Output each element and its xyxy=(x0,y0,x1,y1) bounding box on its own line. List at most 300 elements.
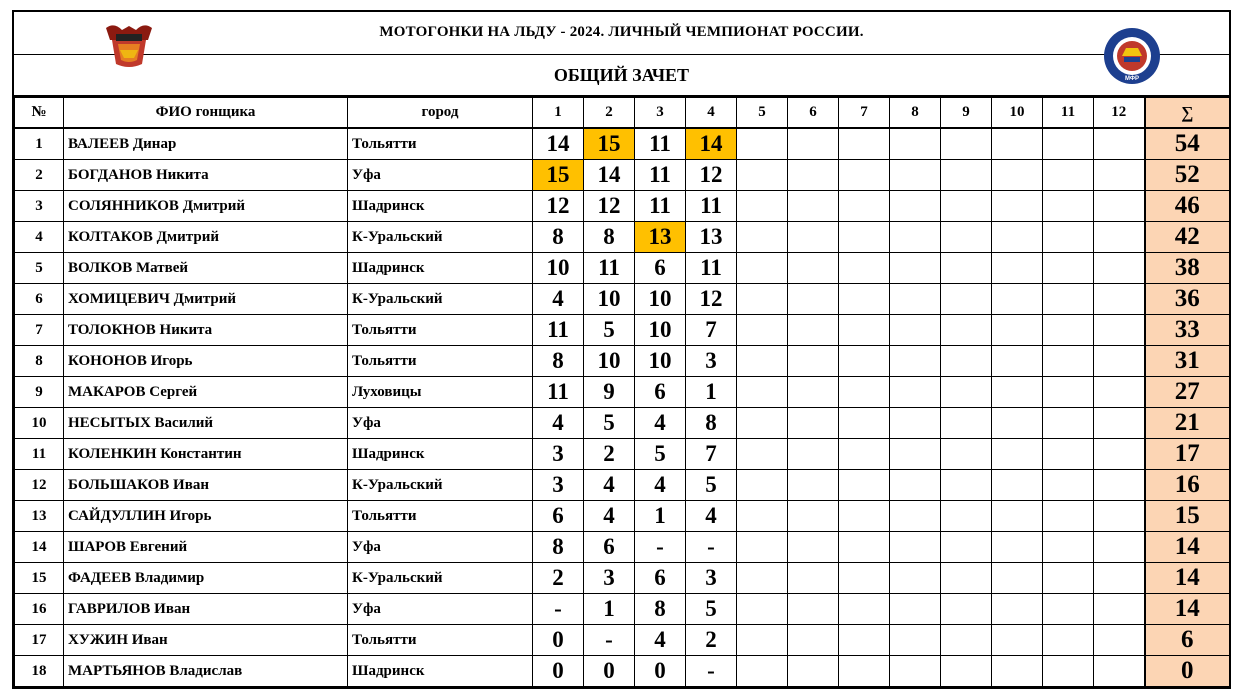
stage-1-score: 0 xyxy=(533,656,584,687)
stage-8-score xyxy=(890,346,941,377)
rider-city: Тольятти xyxy=(348,625,533,656)
table-row xyxy=(15,222,1230,253)
mfr-federation-logo-icon xyxy=(1102,26,1162,86)
stage-4-score: 5 xyxy=(686,594,737,625)
stage-9-score xyxy=(941,253,992,284)
stage-2-score: 10 xyxy=(584,284,635,315)
stage-4-score: 2 xyxy=(686,625,737,656)
rider-name: ВАЛЕЕВ Динар xyxy=(64,128,348,160)
rider-name: ХОМИЦЕВИЧ Дмитрий xyxy=(64,284,348,315)
stage-4-score: 8 xyxy=(686,408,737,439)
col-header-stage-10: 10 xyxy=(992,98,1043,129)
stage-7-score xyxy=(839,160,890,191)
rider-place: 11 xyxy=(15,439,64,470)
table-row xyxy=(15,501,1230,532)
stage-12-score xyxy=(1094,532,1145,563)
stage-12-score xyxy=(1094,128,1145,160)
col-header-city: город xyxy=(348,98,533,129)
stage-5-score xyxy=(737,594,788,625)
table-row xyxy=(15,346,1230,377)
stage-1-score: 4 xyxy=(533,284,584,315)
rider-place: 9 xyxy=(15,377,64,408)
stage-6-score xyxy=(788,625,839,656)
table-row xyxy=(15,128,1230,160)
stage-3-score: - xyxy=(635,532,686,563)
stage-3-score: 6 xyxy=(635,377,686,408)
stage-5-score xyxy=(737,191,788,222)
stage-3-score: 0 xyxy=(635,656,686,687)
rider-name: ФАДЕЕВ Владимир xyxy=(64,563,348,594)
stage-8-score xyxy=(890,377,941,408)
stage-7-score xyxy=(839,408,890,439)
rider-city: К-Уральский xyxy=(348,284,533,315)
rider-name: СОЛЯННИКОВ Дмитрий xyxy=(64,191,348,222)
table-row xyxy=(15,470,1230,501)
stage-2-score: 4 xyxy=(584,470,635,501)
stage-8-score xyxy=(890,191,941,222)
stage-3-score: 4 xyxy=(635,470,686,501)
rider-city: Шадринск xyxy=(348,656,533,687)
table-row xyxy=(15,439,1230,470)
stage-5-score xyxy=(737,284,788,315)
stage-8-score xyxy=(890,439,941,470)
rider-city: К-Уральский xyxy=(348,470,533,501)
stage-2-score: 15 xyxy=(584,128,635,160)
stage-12-score xyxy=(1094,253,1145,284)
stage-4-score: 11 xyxy=(686,191,737,222)
rider-city: К-Уральский xyxy=(348,222,533,253)
stage-2-score: - xyxy=(584,625,635,656)
stage-6-score xyxy=(788,439,839,470)
stage-8-score xyxy=(890,470,941,501)
page-subtitle: ОБЩИЙ ЗАЧЕТ xyxy=(553,65,690,85)
stage-7-score xyxy=(839,656,890,687)
stage-1-score: 0 xyxy=(533,625,584,656)
stage-6-score xyxy=(788,377,839,408)
table-row xyxy=(15,284,1230,315)
stage-8-score xyxy=(890,253,941,284)
rider-city: Тольятти xyxy=(348,501,533,532)
stage-7-score xyxy=(839,222,890,253)
rider-place: 10 xyxy=(15,408,64,439)
stage-9-score xyxy=(941,563,992,594)
stage-1-score: 15 xyxy=(533,160,584,191)
stage-9-score xyxy=(941,160,992,191)
stage-10-score xyxy=(992,470,1043,501)
stage-11-score xyxy=(1043,656,1094,687)
col-header-stage-3: 3 xyxy=(635,98,686,129)
stage-2-score: 2 xyxy=(584,439,635,470)
rider-name: САЙДУЛЛИН Игорь xyxy=(64,501,348,532)
stage-1-score: 12 xyxy=(533,191,584,222)
stage-7-score xyxy=(839,315,890,346)
rider-city: Уфа xyxy=(348,594,533,625)
rider-name: КОНОНОВ Игорь xyxy=(64,346,348,377)
stage-7-score xyxy=(839,532,890,563)
stage-10-score xyxy=(992,439,1043,470)
stage-11-score xyxy=(1043,501,1094,532)
rider-place: 18 xyxy=(15,656,64,687)
col-header-num: № xyxy=(15,98,64,129)
stage-7-score xyxy=(839,253,890,284)
stage-10-score xyxy=(992,346,1043,377)
stage-7-score xyxy=(839,439,890,470)
stage-6-score xyxy=(788,501,839,532)
rider-name: МАРТЬЯНОВ Владислав xyxy=(64,656,348,687)
header-title-row xyxy=(14,12,1229,55)
rider-city: Уфа xyxy=(348,532,533,563)
stage-4-score: 11 xyxy=(686,253,737,284)
col-header-stage-4: 4 xyxy=(686,98,737,129)
stage-6-score xyxy=(788,253,839,284)
stage-9-score xyxy=(941,377,992,408)
table-header-row xyxy=(15,98,1230,129)
rider-city: Шадринск xyxy=(348,253,533,284)
stage-6-score xyxy=(788,128,839,160)
col-header-name: ФИО гонщика xyxy=(64,98,348,129)
rider-city: Уфа xyxy=(348,160,533,191)
stage-5-score xyxy=(737,377,788,408)
total-points: 17 xyxy=(1145,439,1230,470)
stage-4-score: 7 xyxy=(686,315,737,346)
stage-5-score xyxy=(737,408,788,439)
stage-12-score xyxy=(1094,160,1145,191)
stage-12-score xyxy=(1094,501,1145,532)
stage-3-score: 10 xyxy=(635,284,686,315)
stage-9-score xyxy=(941,594,992,625)
stage-10-score xyxy=(992,191,1043,222)
stage-11-score xyxy=(1043,284,1094,315)
stage-10-score xyxy=(992,128,1043,160)
stage-10-score xyxy=(992,284,1043,315)
stage-8-score xyxy=(890,563,941,594)
stage-12-score xyxy=(1094,625,1145,656)
stage-2-score: 6 xyxy=(584,532,635,563)
stage-10-score xyxy=(992,563,1043,594)
stage-11-score xyxy=(1043,160,1094,191)
stage-12-score xyxy=(1094,408,1145,439)
rider-city: Тольятти xyxy=(348,128,533,160)
standings-sheet xyxy=(12,10,1231,689)
stage-10-score xyxy=(992,501,1043,532)
stage-1-score: 10 xyxy=(533,253,584,284)
stage-11-score xyxy=(1043,128,1094,160)
stage-5-score xyxy=(737,532,788,563)
total-points: 46 xyxy=(1145,191,1230,222)
stage-6-score xyxy=(788,222,839,253)
rider-city: К-Уральский xyxy=(348,563,533,594)
col-header-sum: ∑ xyxy=(1145,98,1230,129)
stage-10-score xyxy=(992,625,1043,656)
stage-9-score xyxy=(941,128,992,160)
stage-7-score xyxy=(839,594,890,625)
stage-4-score: 13 xyxy=(686,222,737,253)
table-row xyxy=(15,656,1230,687)
standings-table xyxy=(14,97,1230,687)
stage-5-score xyxy=(737,160,788,191)
stage-8-score xyxy=(890,594,941,625)
stage-6-score xyxy=(788,346,839,377)
stage-7-score xyxy=(839,563,890,594)
stage-3-score: 8 xyxy=(635,594,686,625)
stage-3-score: 13 xyxy=(635,222,686,253)
stage-8-score xyxy=(890,284,941,315)
col-header-stage-5: 5 xyxy=(737,98,788,129)
stage-11-score xyxy=(1043,625,1094,656)
stage-10-score xyxy=(992,253,1043,284)
rider-place: 12 xyxy=(15,470,64,501)
rider-place: 3 xyxy=(15,191,64,222)
stage-8-score xyxy=(890,532,941,563)
stage-5-score xyxy=(737,222,788,253)
stage-10-score xyxy=(992,408,1043,439)
rider-name: ХУЖИН Иван xyxy=(64,625,348,656)
stage-8-score xyxy=(890,222,941,253)
total-points: 42 xyxy=(1145,222,1230,253)
stage-3-score: 11 xyxy=(635,191,686,222)
rider-city: Шадринск xyxy=(348,439,533,470)
stage-12-score xyxy=(1094,315,1145,346)
stage-9-score xyxy=(941,656,992,687)
table-row xyxy=(15,191,1230,222)
table-row xyxy=(15,532,1230,563)
stage-3-score: 11 xyxy=(635,128,686,160)
stage-11-score xyxy=(1043,408,1094,439)
stage-1-score: 8 xyxy=(533,532,584,563)
mfr-logo-text: МФР xyxy=(1124,76,1140,82)
stage-4-score: 14 xyxy=(686,128,737,160)
stage-2-score: 5 xyxy=(584,408,635,439)
rider-place: 14 xyxy=(15,532,64,563)
rider-city: Тольятти xyxy=(348,315,533,346)
stage-1-score: 8 xyxy=(533,222,584,253)
table-row xyxy=(15,315,1230,346)
header-subtitle-row xyxy=(14,55,1229,97)
table-row xyxy=(15,160,1230,191)
page-title: МОТОГОНКИ НА ЛЬДУ - 2024. ЛИЧНЫЙ ЧЕМПИОНАТ РОССИИ. xyxy=(379,24,864,40)
stage-8-score xyxy=(890,315,941,346)
stage-12-score xyxy=(1094,346,1145,377)
stage-3-score: 6 xyxy=(635,563,686,594)
stage-10-score xyxy=(992,160,1043,191)
rider-name: ШАРОВ Евгений xyxy=(64,532,348,563)
stage-7-score xyxy=(839,284,890,315)
stage-1-score: 11 xyxy=(533,315,584,346)
rider-place: 5 xyxy=(15,253,64,284)
table-row xyxy=(15,594,1230,625)
rider-place: 4 xyxy=(15,222,64,253)
stage-5-score xyxy=(737,501,788,532)
rider-place: 7 xyxy=(15,315,64,346)
stage-9-score xyxy=(941,439,992,470)
stage-6-score xyxy=(788,563,839,594)
rider-place: 16 xyxy=(15,594,64,625)
stage-9-score xyxy=(941,191,992,222)
total-points: 38 xyxy=(1145,253,1230,284)
stage-4-score: 5 xyxy=(686,470,737,501)
stage-2-score: 9 xyxy=(584,377,635,408)
stage-4-score: 1 xyxy=(686,377,737,408)
stage-6-score xyxy=(788,315,839,346)
table-row xyxy=(15,253,1230,284)
stage-5-score xyxy=(737,253,788,284)
rider-name: ГАВРИЛОВ Иван xyxy=(64,594,348,625)
rider-name: НЕСЫТЫХ Василий xyxy=(64,408,348,439)
total-points: 21 xyxy=(1145,408,1230,439)
stage-12-score xyxy=(1094,222,1145,253)
stage-4-score: 3 xyxy=(686,346,737,377)
rider-city: Луховицы xyxy=(348,377,533,408)
stage-2-score: 5 xyxy=(584,315,635,346)
total-points: 52 xyxy=(1145,160,1230,191)
stage-10-score xyxy=(992,594,1043,625)
stage-5-score xyxy=(737,656,788,687)
stage-12-score xyxy=(1094,563,1145,594)
rider-place: 17 xyxy=(15,625,64,656)
col-header-stage-8: 8 xyxy=(890,98,941,129)
rider-city: Уфа xyxy=(348,408,533,439)
stage-1-score: 6 xyxy=(533,501,584,532)
stage-5-score xyxy=(737,439,788,470)
table-row xyxy=(15,377,1230,408)
stage-6-score xyxy=(788,656,839,687)
rider-name: БОГДАНОВ Никита xyxy=(64,160,348,191)
stage-5-score xyxy=(737,346,788,377)
stage-4-score: - xyxy=(686,656,737,687)
stage-11-score xyxy=(1043,191,1094,222)
stage-7-score xyxy=(839,377,890,408)
stage-3-score: 1 xyxy=(635,501,686,532)
stage-12-score xyxy=(1094,191,1145,222)
rider-place: 13 xyxy=(15,501,64,532)
stage-2-score: 0 xyxy=(584,656,635,687)
stage-11-score xyxy=(1043,439,1094,470)
stage-10-score xyxy=(992,222,1043,253)
stage-8-score xyxy=(890,128,941,160)
total-points: 14 xyxy=(1145,532,1230,563)
stage-4-score: 12 xyxy=(686,284,737,315)
stage-11-score xyxy=(1043,563,1094,594)
rider-place: 8 xyxy=(15,346,64,377)
standings-body xyxy=(15,128,1230,687)
rider-name: ТОЛОКНОВ Никита xyxy=(64,315,348,346)
total-points: 14 xyxy=(1145,563,1230,594)
stage-11-score xyxy=(1043,470,1094,501)
stage-4-score: - xyxy=(686,532,737,563)
stage-10-score xyxy=(992,315,1043,346)
rider-city: Тольятти xyxy=(348,346,533,377)
stage-6-score xyxy=(788,191,839,222)
stage-9-score xyxy=(941,470,992,501)
stage-1-score: 2 xyxy=(533,563,584,594)
col-header-stage-7: 7 xyxy=(839,98,890,129)
stage-5-score xyxy=(737,315,788,346)
stage-4-score: 3 xyxy=(686,563,737,594)
stage-11-score xyxy=(1043,594,1094,625)
stage-8-score xyxy=(890,408,941,439)
stage-6-score xyxy=(788,594,839,625)
stage-12-score xyxy=(1094,439,1145,470)
stage-9-score xyxy=(941,315,992,346)
stage-1-score: - xyxy=(533,594,584,625)
stage-2-score: 4 xyxy=(584,501,635,532)
stage-1-score: 3 xyxy=(533,439,584,470)
rider-place: 2 xyxy=(15,160,64,191)
stage-7-score xyxy=(839,470,890,501)
table-row xyxy=(15,563,1230,594)
stage-10-score xyxy=(992,656,1043,687)
stage-2-score: 14 xyxy=(584,160,635,191)
stage-3-score: 11 xyxy=(635,160,686,191)
table-row xyxy=(15,625,1230,656)
rider-place: 1 xyxy=(15,128,64,160)
stage-2-score: 1 xyxy=(584,594,635,625)
stage-1-score: 14 xyxy=(533,128,584,160)
col-header-stage-2: 2 xyxy=(584,98,635,129)
stage-3-score: 5 xyxy=(635,439,686,470)
stage-12-score xyxy=(1094,377,1145,408)
stage-6-score xyxy=(788,408,839,439)
stage-4-score: 4 xyxy=(686,501,737,532)
stage-11-score xyxy=(1043,377,1094,408)
stage-6-score xyxy=(788,470,839,501)
rider-place: 15 xyxy=(15,563,64,594)
col-header-stage-11: 11 xyxy=(1043,98,1094,129)
total-points: 16 xyxy=(1145,470,1230,501)
stage-9-score xyxy=(941,408,992,439)
stage-2-score: 3 xyxy=(584,563,635,594)
stage-10-score xyxy=(992,532,1043,563)
stage-11-score xyxy=(1043,222,1094,253)
stage-3-score: 10 xyxy=(635,346,686,377)
col-header-stage-1: 1 xyxy=(533,98,584,129)
stage-6-score xyxy=(788,160,839,191)
total-points: 0 xyxy=(1145,656,1230,687)
stage-11-score xyxy=(1043,315,1094,346)
stage-8-score xyxy=(890,160,941,191)
rider-name: КОЛТАКОВ Дмитрий xyxy=(64,222,348,253)
total-points: 15 xyxy=(1145,501,1230,532)
stage-5-score xyxy=(737,470,788,501)
stage-7-score xyxy=(839,346,890,377)
stage-6-score xyxy=(788,532,839,563)
stage-2-score: 12 xyxy=(584,191,635,222)
stage-4-score: 12 xyxy=(686,160,737,191)
stage-11-score xyxy=(1043,253,1094,284)
stage-1-score: 8 xyxy=(533,346,584,377)
stage-5-score xyxy=(737,128,788,160)
stage-1-score: 4 xyxy=(533,408,584,439)
stage-10-score xyxy=(992,377,1043,408)
stage-3-score: 4 xyxy=(635,625,686,656)
stage-12-score xyxy=(1094,284,1145,315)
stage-7-score xyxy=(839,191,890,222)
total-points: 14 xyxy=(1145,594,1230,625)
stage-8-score xyxy=(890,656,941,687)
rider-city: Шадринск xyxy=(348,191,533,222)
stage-1-score: 11 xyxy=(533,377,584,408)
stage-5-score xyxy=(737,563,788,594)
stage-9-score xyxy=(941,532,992,563)
stage-7-score xyxy=(839,501,890,532)
stage-12-score xyxy=(1094,594,1145,625)
stage-2-score: 11 xyxy=(584,253,635,284)
stage-7-score xyxy=(839,625,890,656)
total-points: 36 xyxy=(1145,284,1230,315)
col-header-stage-9: 9 xyxy=(941,98,992,129)
stage-2-score: 10 xyxy=(584,346,635,377)
rider-place: 6 xyxy=(15,284,64,315)
